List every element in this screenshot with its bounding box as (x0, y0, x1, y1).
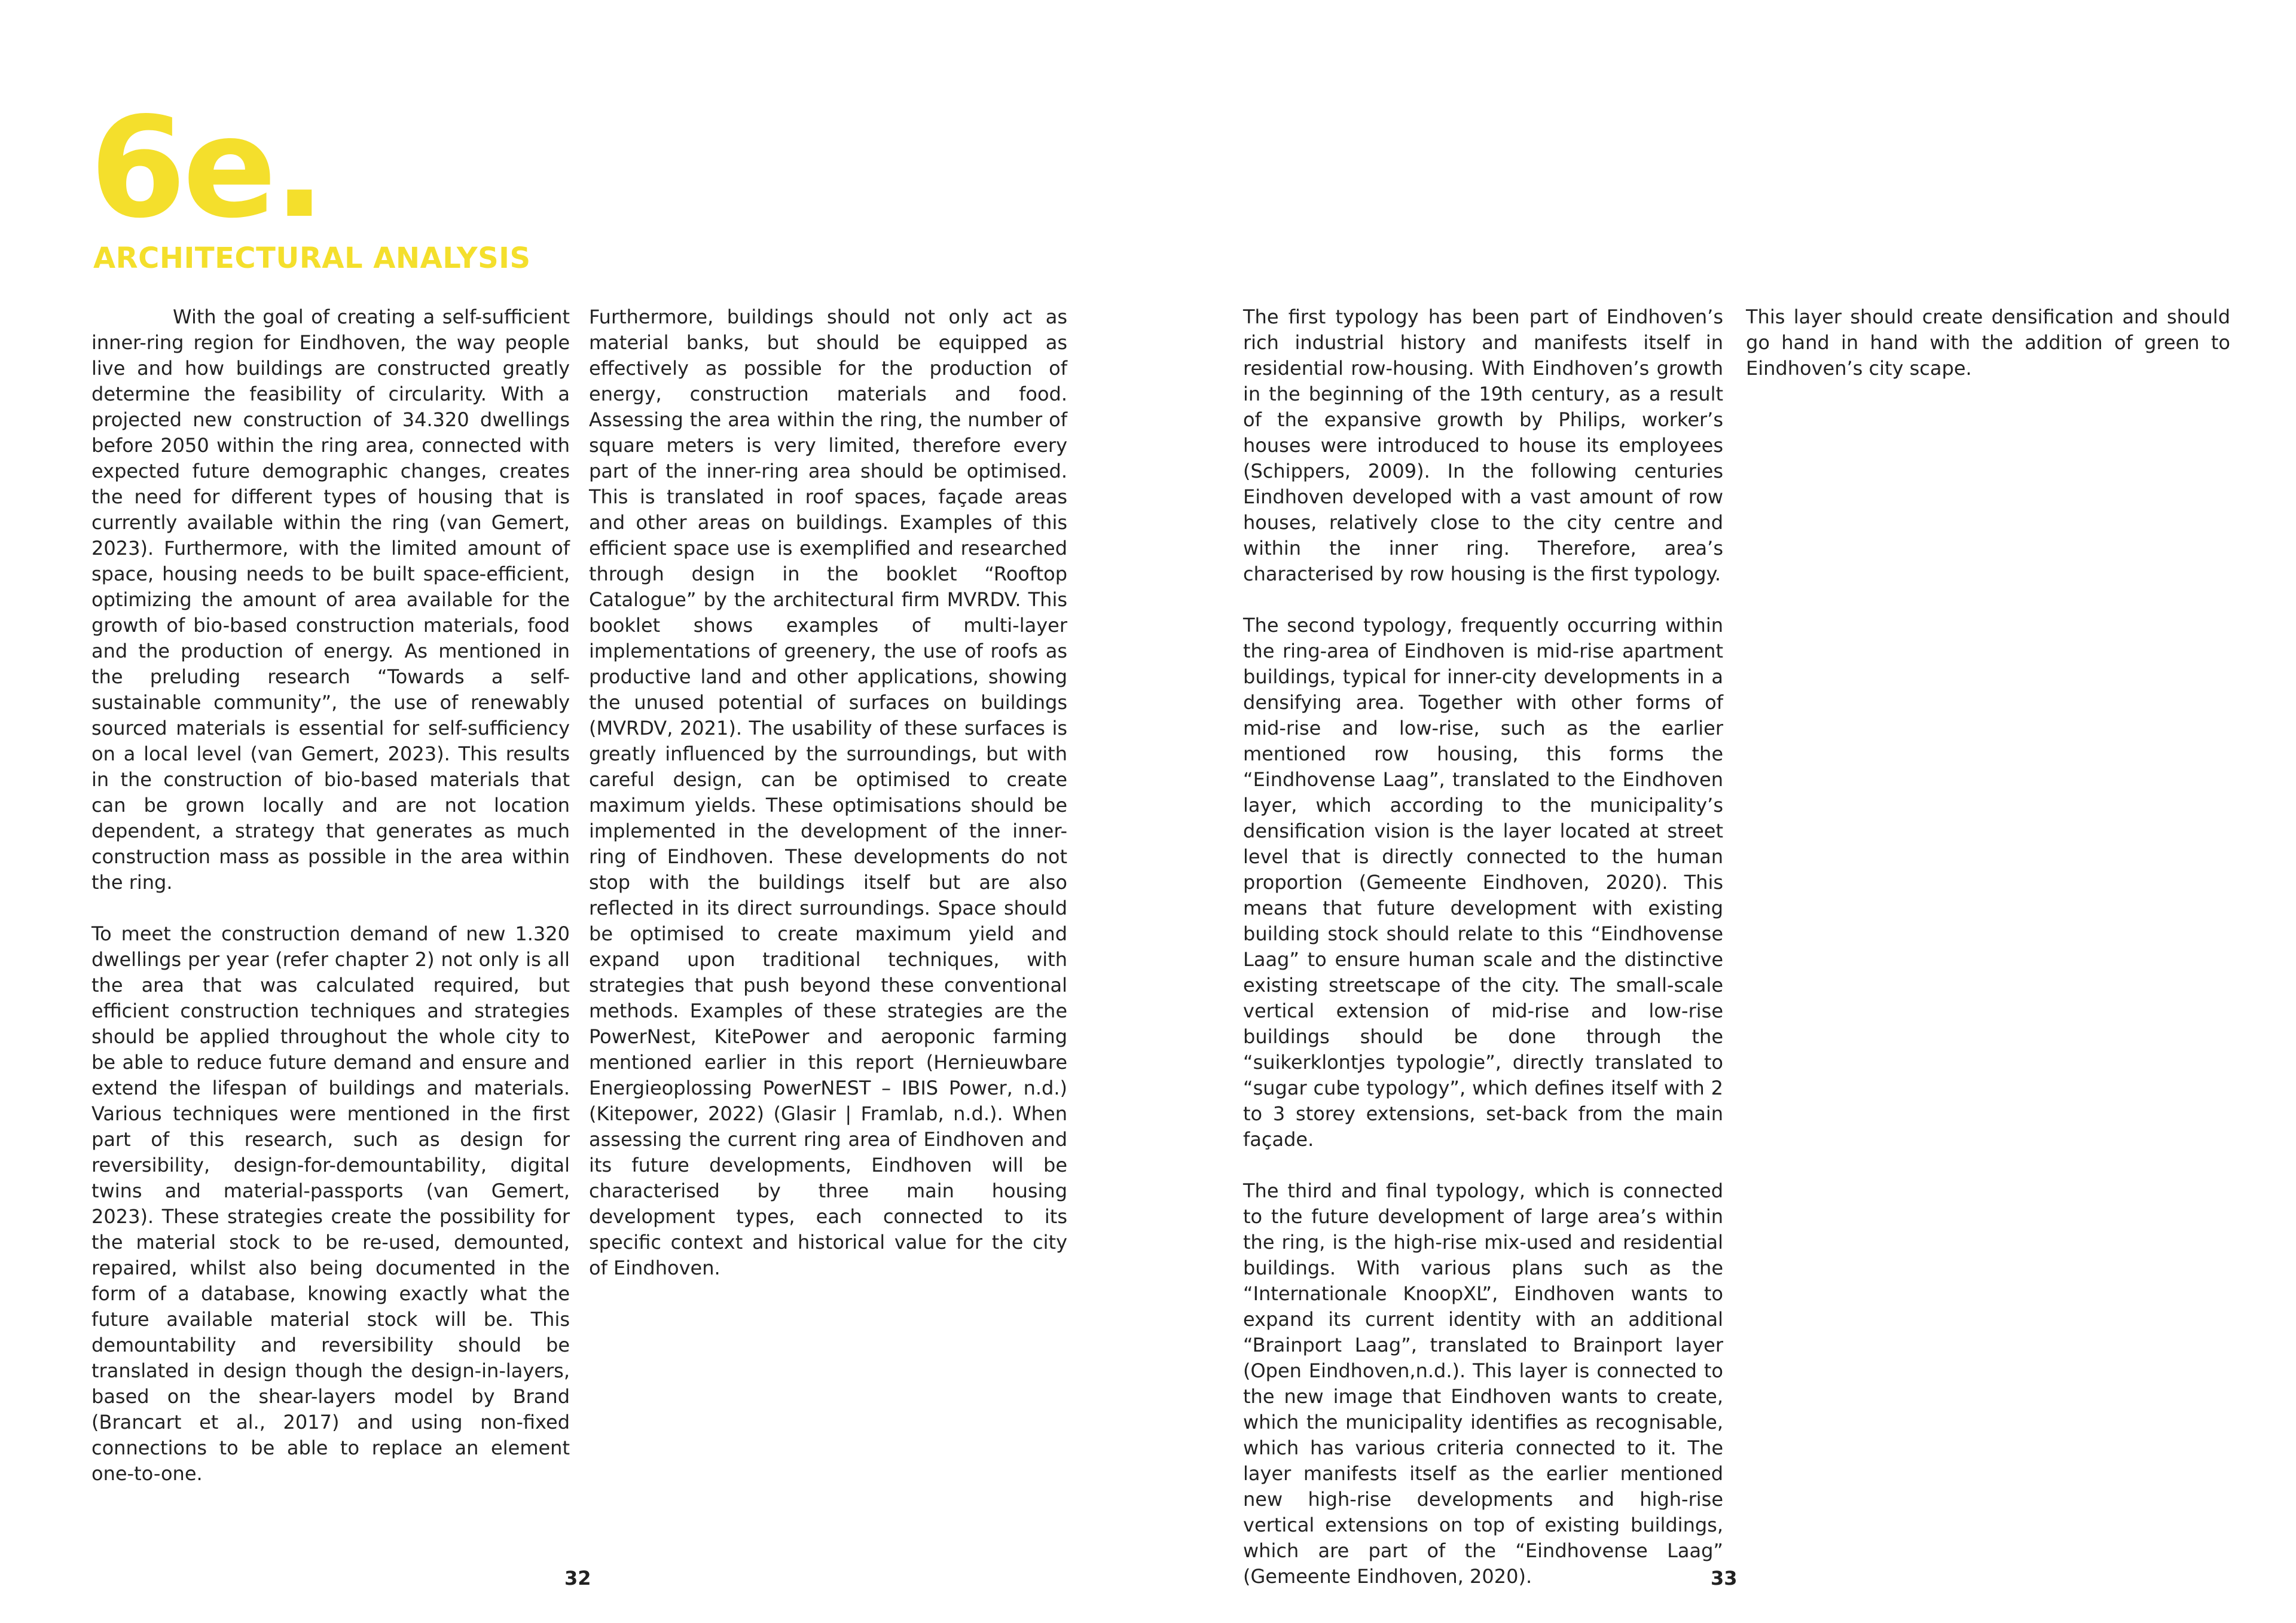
chapter-title: ARCHITECTURAL ANALYSIS (93, 242, 531, 275)
paragraph: The second typology, frequently occurring within the ring-area of Eindhoven is mid-rise apartment buildings, typical for inner-city developments in a densifying area. Together with other forms of mid-rise and low-rise, such as the earlier mentioned row housing, this forms the “Eindhovense Laag”, translated to the Eindhoven layer, which according to the municipality’s densification vision is the layer located at street level that is directly connected to the human proportion (Gemeente Eindhoven, 2020). This means that future development with existing building stock should relate to this “Eindhovense Laag” to ensure human scale and the distinctive existing streetscape of the city. The small-scale vertical extension of mid-rise and low-rise buildings should be done through the “suikerklontjes typologie”, directly translated to “sugar cube typology”, which defines itself with 2 to 3 storey extensions, set-back from the main façade. (1243, 614, 1723, 1151)
right-page (1148, 0, 2296, 1623)
paragraph: The third and final typology, which is connected to the future development of large area’s within the ring, is the high-rise mix-used and residential buildings. With various plans such as the “Internationale KnoopXL”, Eindhoven wants to expand its current identity with an additional “Brainport Laag”, translated to Brainport layer (Open Eindhoven,n.d.). This layer is connected to the new image that Eindhoven wants to create, which the municipality identifies as recognisable, which has various criteria connected to it. The layer manifests itself as the earlier mentioned new high-rise developments and high-rise vertical extensions on top of existing buildings, which are part of the “Eindhovense Laag” (Gemeente Eindhoven, 2020). (1243, 1179, 1723, 1588)
page-number: 32 (564, 1567, 591, 1590)
paragraph: To meet the construction demand of new 1.320 dwellings per year (refer chapter 2) not only is all the area that was calculated required, but efficient construction techniques and strategies should be applied throughout the whole city to be able to reduce future demand and ensure and extend the lifespan of buildings and materials. Various techniques were mentioned in the first part of this research, such as design for reversibility, design-for-demountability, digital twins and material-passports (van Gemert, 2023). These strategies create the possibility for the material stock to be re-used, demounted, repaired, whilst also being documented in the form of a database, knowing exactly what the future available material stock will be. This demountability and reversibility should be translated in design though the design-in-layers, based on the shear-layers model by Brand (Brancart et al., 2017) and using non-fixed connections to be able to replace an element one-to-one. (91, 922, 570, 1485)
paragraph: Furthermore, buildings should not only act as material banks, but should be equipped as effectively as possible for the production of energy, construction materials and food. Assessing the area within the ring, the number of square meters is very limited, therefore every part of the inner-ring area should be optimised. This is translated in roof spaces, façade areas and other areas on buildings. Examples of this efficient space use is exemplified and researched through design in the booklet “Rooftop Catalogue” by the architectural firm MVRDV. This booklet shows examples of multi-layer implementations of greenery, the use of roofs as productive land and other applications, showing the unused potential of surfaces on buildings (MVRDV, 2021). The usability of these surfaces is greatly influenced by the surroundings, but with careful design, can be optimised to create maximum yields. These optimisations should be implemented in the development of the inner-ring of Eindhoven. These developments do not stop with the buildings itself but are also reflected in its direct surroundings. Space should be optimised to create maximum yield and expand upon traditional techniques, with strategies that push beyond these conventional methods. Examples of these strategies are the PowerNest, KitePower and aeroponic farming mentioned earlier in this report (Hernieuwbare Energieoplossing PowerNEST – IBIS Power, n.d.) (Kitepower, 2022) (Glasir | Framlab, n.d.). When assessing the current ring area of Eindhoven and its future developments, Eindhoven will be characterised by three main housing development types, each connected to its specific context and historical value for the city of Eindhoven. (589, 305, 1067, 1279)
left-page-column-2 (589, 304, 1067, 1281)
left-page-column-1 (91, 304, 570, 1487)
paragraph: With the goal of creating a self-sufficient inner-ring region for Eindhoven, the way people live and how buildings are constructed greatly determine the feasibility of circularity. With a projected new construction of 34.320 dwellings before 2050 within the ring area, connected with expected future demographic changes, creates the need for different types of housing that is currently available within the ring (van Gemert, 2023). Furthermore, with the limited amount of space, housing needs to be built space-efficient, optimizing the amount of area available for the growth of bio-based construction materials, food and the production of energy. As mentioned in the preluding research “Towards a self-sustainable community”, the use of renewably sourced materials is essential for self-sufficiency on a local level (van Gemert, 2023). This results in the construction of bio-based materials that can be grown locally and are not location dependent, a strategy that generates as much construction mass as possible in the area within the ring. (91, 305, 570, 894)
paragraph: This layer should create densification and should go hand in hand with the addition of green to Eindhoven’s city scape. (1746, 305, 2230, 380)
right-page-column-2 (1746, 304, 2230, 381)
chapter-number: 6e. (90, 87, 322, 249)
paragraph: The first typology has been part of Eindhoven’s rich industrial history and manifests itself in residential row-housing. With Eindhoven’s growth in the beginning of the 19th century, as a result of the expansive growth by Philips, worker’s houses were introduced to house its employees (Schippers, 2009). In the following centuries Eindhoven developed with a vast amount of row houses, relatively close to the city centre and within the inner ring. Therefore, area’s characterised by row housing is the first typology. (1243, 305, 1723, 585)
right-page-column-1 (1243, 304, 1723, 1590)
page-number: 33 (1711, 1567, 1738, 1590)
